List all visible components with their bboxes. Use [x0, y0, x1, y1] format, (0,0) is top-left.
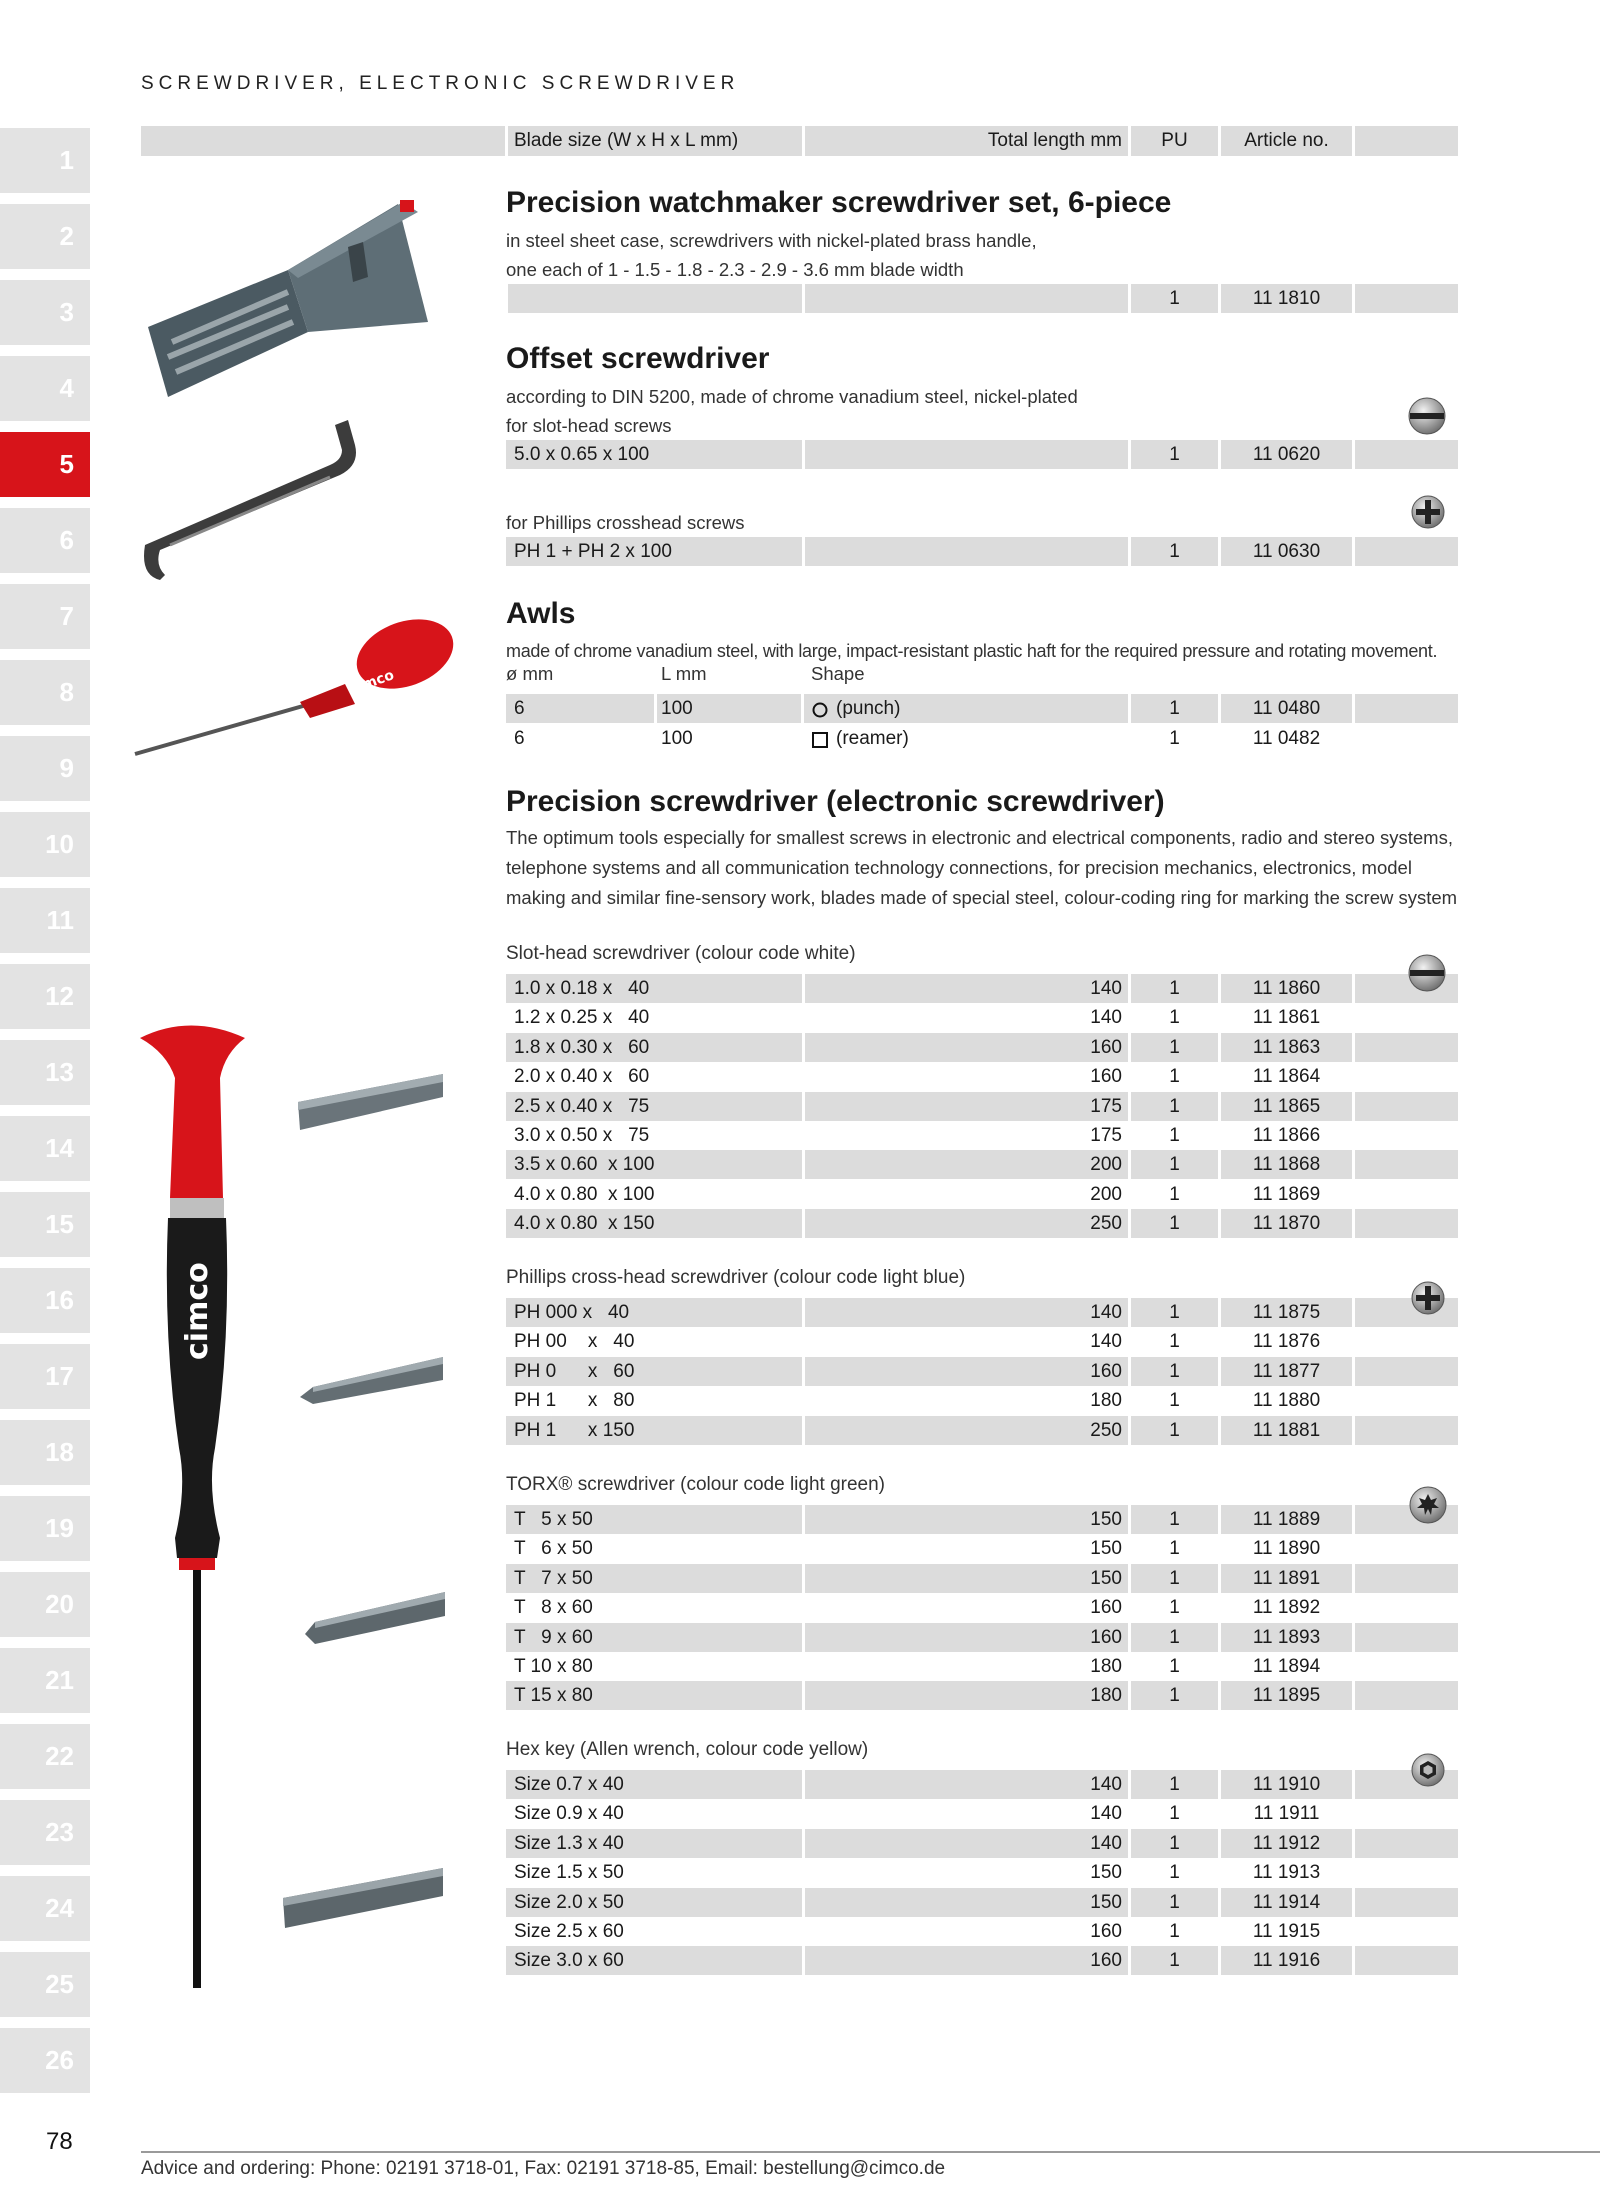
phillips-screw-icon [1410, 494, 1446, 530]
cell-pu: 1 [1169, 1036, 1180, 1058]
table-row [506, 1092, 1458, 1121]
cell-article: 11 1870 [1252, 1213, 1321, 1235]
slot-screw-icon-2 [1407, 953, 1447, 993]
chapter-tab-14[interactable]: 14 [0, 1116, 90, 1181]
group-label-3: Hex key (Allen wrench, colour code yellow) [506, 1739, 869, 1760]
circle-punch-icon [812, 702, 828, 718]
cell-length: 160 [1090, 1921, 1122, 1942]
table-row [506, 1298, 1458, 1327]
cell-size: T 9 x 60 [514, 1626, 593, 1648]
offset-article-2: 11 0630 [1252, 541, 1321, 562]
cell-length: 140 [1090, 1803, 1122, 1825]
colhead-end [1355, 126, 1458, 156]
offset-size-1: 5.0 x 0.65 x 100 [514, 444, 650, 465]
cell-size: Size 2.0 x 50 [514, 1891, 624, 1913]
table-row [506, 1121, 1458, 1150]
cell-article: 11 1877 [1252, 1360, 1321, 1382]
chapter-tab-18[interactable]: 18 [0, 1420, 90, 1485]
cell-pu: 1 [1169, 1656, 1180, 1677]
watchmaker-set-image [138, 182, 438, 412]
cell-pu: 1 [1169, 1509, 1180, 1530]
table-row [506, 1829, 1458, 1858]
torx-screw-icon [1408, 1485, 1448, 1525]
cell-length: 250 [1090, 1213, 1122, 1235]
awls-title: Awls [506, 597, 576, 630]
table-row [506, 974, 1458, 1003]
table-row [506, 1799, 1458, 1828]
cell-size: Size 2.5 x 60 [514, 1921, 624, 1942]
chapter-tab-12[interactable]: 12 [0, 964, 90, 1029]
cell-pu: 1 [1169, 1774, 1180, 1795]
chapter-tab-13[interactable]: 13 [0, 1040, 90, 1105]
awls-pu-2: 1 [1169, 728, 1180, 749]
cell-size: Size 1.5 x 50 [514, 1862, 624, 1884]
colhead-blade: Blade size (W x H x L mm) [508, 126, 802, 156]
cell-size: 2.0 x 0.40 x 60 [514, 1066, 650, 1088]
table-row [506, 1003, 1458, 1032]
chapter-tab-24[interactable]: 24 [0, 1876, 90, 1941]
cell-article: 11 1913 [1252, 1862, 1321, 1884]
cell-pu: 1 [1169, 1921, 1180, 1942]
table-row [506, 1505, 1458, 1534]
cell-size: 1.0 x 0.18 x 40 [514, 978, 650, 999]
cell-length: 200 [1090, 1154, 1122, 1176]
cell-size: PH 0 x 60 [514, 1360, 635, 1382]
set6-desc-2: one each of 1 - 1.5 - 1.8 - 2.3 - 2.9 - 3.6 mm blade width [506, 259, 964, 280]
awls-dia-2: 6 [514, 728, 525, 749]
offset-title: Offset screwdriver [506, 342, 770, 375]
table-row [506, 1150, 1458, 1179]
offset-size-2: PH 1 + PH 2 x 100 [514, 541, 672, 562]
cell-article: 11 1914 [1252, 1891, 1321, 1913]
precision-title: Precision screwdriver (electronic screwdriver) [506, 785, 1165, 818]
cell-article: 11 1876 [1252, 1331, 1321, 1353]
cell-length: 200 [1090, 1183, 1122, 1205]
cell-pu: 1 [1169, 1183, 1180, 1205]
cell-pu: 1 [1169, 1125, 1180, 1146]
cell-length: 160 [1090, 1066, 1122, 1088]
set6-desc-1: in steel sheet case, screwdrivers with nickel-plated brass handle, [506, 230, 1037, 251]
cell-article: 11 1892 [1252, 1597, 1321, 1619]
chapter-tabs [0, 128, 90, 2104]
awls-pu-1: 1 [1169, 698, 1180, 719]
table-row [506, 1534, 1458, 1563]
table-row [506, 1770, 1458, 1799]
table-row [506, 1917, 1458, 1946]
cell-length: 140 [1090, 1007, 1122, 1029]
cell-pu: 1 [1169, 978, 1180, 999]
chapter-tab-23[interactable]: 23 [0, 1800, 90, 1865]
cell-size: Size 0.9 x 40 [514, 1803, 624, 1825]
cell-article: 11 1880 [1252, 1390, 1321, 1412]
cell-article: 11 1912 [1252, 1832, 1321, 1854]
offset-screwdriver-image [130, 415, 370, 585]
cell-size: T 8 x 60 [514, 1597, 593, 1619]
cell-article: 11 1863 [1252, 1036, 1321, 1058]
cell-article: 11 1868 [1252, 1154, 1321, 1176]
cell-article: 11 1891 [1252, 1567, 1321, 1589]
cell-size: 1.2 x 0.25 x 40 [514, 1007, 650, 1029]
cell-size: T 6 x 50 [514, 1538, 593, 1560]
cell-article: 11 1890 [1252, 1538, 1321, 1560]
cell-length: 250 [1090, 1419, 1122, 1441]
cell-size: Size 3.0 x 60 [514, 1950, 624, 1972]
chapter-tab-16[interactable]: 16 [0, 1268, 90, 1333]
chapter-tab-7[interactable]: 7 [0, 584, 90, 649]
set6-title: Precision watchmaker screwdriver set, 6-piece [506, 186, 1172, 219]
awls-len-1: 100 [661, 698, 693, 719]
awls-shape-1: (punch) [836, 698, 901, 719]
group-label-2: TORX® screwdriver (colour code light green) [506, 1474, 886, 1495]
chapter-tab-20[interactable]: 20 [0, 1572, 90, 1637]
colhead-length: Total length mm [805, 126, 1128, 156]
cell-article: 11 1869 [1252, 1183, 1321, 1205]
chapter-tab-4[interactable]: 4 [0, 356, 90, 421]
cell-size: 4.0 x 0.80 x 100 [514, 1183, 655, 1205]
table-row [506, 1062, 1458, 1091]
cell-size: Size 1.3 x 40 [514, 1832, 624, 1854]
cell-length: 140 [1090, 1331, 1122, 1353]
cell-pu: 1 [1169, 1066, 1180, 1088]
table-row [506, 1946, 1458, 1975]
group-label-1: Phillips cross-head screwdriver (colour code light blue) [506, 1267, 966, 1288]
cell-size: T 5 x 50 [514, 1509, 593, 1530]
awls-row-2 [506, 724, 1458, 753]
cell-size: 2.5 x 0.40 x 75 [514, 1095, 650, 1117]
chapter-tab-19[interactable]: 19 [0, 1496, 90, 1561]
chapter-tab-2[interactable]: 2 [0, 204, 90, 269]
cell-length: 160 [1090, 1036, 1122, 1058]
cell-length: 140 [1090, 1774, 1122, 1795]
cell-pu: 1 [1169, 1803, 1180, 1825]
offset-pu-1: 1 [1169, 444, 1180, 465]
offset-desc-1: according to DIN 5200, made of chrome vanadium steel, nickel-plated [506, 386, 1078, 407]
cell-pu: 1 [1169, 1832, 1180, 1854]
table-row [506, 1327, 1458, 1356]
cell-pu: 1 [1169, 1213, 1180, 1235]
cell-length: 160 [1090, 1626, 1122, 1648]
cell-article: 11 1865 [1252, 1095, 1321, 1117]
cell-article: 11 1889 [1252, 1509, 1321, 1530]
cell-article: 11 1860 [1252, 978, 1321, 999]
awls-head-shape: Shape [811, 663, 865, 684]
hex-blade-image [283, 1858, 443, 1938]
cell-pu: 1 [1169, 1862, 1180, 1884]
table-row [506, 1033, 1458, 1062]
chapter-tab-5[interactable]: 5 [0, 432, 90, 497]
cell-pu: 1 [1169, 1154, 1180, 1176]
offset-desc-2: for slot-head screws [506, 415, 672, 436]
cell-length: 160 [1090, 1597, 1122, 1619]
awls-article-2: 11 0482 [1252, 728, 1321, 749]
cell-pu: 1 [1169, 1419, 1180, 1441]
colhead-article: Article no. [1221, 126, 1352, 156]
cell-length: 150 [1090, 1538, 1122, 1560]
cell-pu: 1 [1169, 1360, 1180, 1382]
table-row [506, 1593, 1458, 1622]
chapter-tab-10[interactable]: 10 [0, 812, 90, 877]
cell-size: T 7 x 50 [514, 1567, 593, 1589]
cell-size: T 15 x 80 [514, 1685, 593, 1707]
offset-row-1 [506, 440, 1458, 469]
torx-blade-image [305, 1584, 445, 1654]
set6-pu: 1 [1169, 288, 1180, 309]
cell-pu: 1 [1169, 1891, 1180, 1913]
cell-length: 140 [1090, 978, 1122, 999]
cell-pu: 1 [1169, 1626, 1180, 1648]
cell-length: 160 [1090, 1360, 1122, 1382]
table-row [506, 1888, 1458, 1917]
awls-article-1: 11 0480 [1252, 698, 1321, 719]
cell-article: 11 1916 [1252, 1950, 1321, 1972]
cell-size: PH 1 x 150 [514, 1419, 635, 1441]
hex-screw-icon [1410, 1752, 1446, 1788]
cell-article: 11 1866 [1252, 1125, 1321, 1146]
colhead-pu: PU [1131, 126, 1218, 156]
awls-head-dia: ø mm [506, 663, 554, 684]
group-label-0: Slot-head screwdriver (colour code white) [506, 943, 856, 964]
colhead-spacer [141, 126, 505, 156]
offset-article-1: 11 0620 [1252, 444, 1321, 465]
offset-sub-2: for Phillips crosshead screws [506, 512, 745, 533]
awls-desc: made of chrome vanadium steel, with large, impact-resistant plastic haft for the required pressure and rotating movement. [506, 641, 1438, 661]
chapter-tab-9[interactable]: 9 [0, 736, 90, 801]
cell-pu: 1 [1169, 1538, 1180, 1560]
cell-article: 11 1893 [1252, 1626, 1321, 1648]
cell-length: 180 [1090, 1685, 1122, 1707]
awls-shape-2: (reamer) [836, 728, 909, 749]
cell-size: 1.8 x 0.30 x 60 [514, 1036, 650, 1058]
cell-length: 180 [1090, 1390, 1122, 1412]
set6-row [506, 284, 1458, 313]
chapter-tab-22[interactable]: 22 [0, 1724, 90, 1789]
footer-divider [141, 2151, 1600, 2153]
table-row [506, 1652, 1458, 1681]
offset-pu-2: 1 [1169, 541, 1180, 562]
cell-size: PH 1 x 80 [514, 1390, 635, 1412]
table-row [506, 1858, 1458, 1887]
cell-pu: 1 [1169, 1597, 1180, 1619]
chapter-tab-3[interactable]: 3 [0, 280, 90, 345]
offset-row-2 [506, 537, 1458, 566]
awls-row-1 [506, 694, 1458, 723]
awl-image [130, 612, 460, 762]
cell-article: 11 1895 [1252, 1685, 1321, 1707]
cell-size: 3.0 x 0.50 x 75 [514, 1125, 650, 1146]
phillips-screw-icon-2 [1410, 1280, 1446, 1316]
precision-desc: The optimum tools especially for smallest screws in electronic and electrical components, radio and stereo systems, telephone systems and all communication technology connections, for precision mechanics, electronics, model making and similar fine-sensory work, blades made of special steel, colour-coding ring for marking the screw system [506, 827, 1458, 908]
cell-size: PH 000 x 40 [514, 1302, 630, 1323]
cell-length: 140 [1090, 1302, 1122, 1323]
chapter-tab-1[interactable]: 1 [0, 128, 90, 193]
table-row [506, 1416, 1458, 1445]
cell-pu: 1 [1169, 1950, 1180, 1972]
cell-length: 160 [1090, 1950, 1122, 1972]
table-row [506, 1357, 1458, 1386]
table-row [506, 1209, 1458, 1238]
cell-length: 150 [1090, 1862, 1122, 1884]
cell-article: 11 1875 [1252, 1302, 1321, 1323]
cell-article: 11 1864 [1252, 1066, 1321, 1088]
phillips-blade-image [298, 1342, 443, 1412]
page-number: 78 [46, 2128, 73, 2155]
cell-article: 11 1894 [1252, 1656, 1321, 1677]
cell-size: PH 00 x 40 [514, 1331, 635, 1353]
cell-length: 175 [1090, 1095, 1122, 1117]
table-row [506, 1681, 1458, 1710]
cell-article: 11 1915 [1252, 1921, 1321, 1942]
awls-len-2: 100 [661, 728, 693, 749]
cell-size: 4.0 x 0.80 x 150 [514, 1213, 655, 1235]
cell-size: 3.5 x 0.60 x 100 [514, 1154, 655, 1176]
cell-pu: 1 [1169, 1302, 1180, 1323]
cell-length: 180 [1090, 1656, 1122, 1677]
cell-pu: 1 [1169, 1331, 1180, 1353]
cell-size: Size 0.7 x 40 [514, 1774, 624, 1795]
awl-logo: cimco [347, 667, 397, 698]
chapter-tab-17[interactable]: 17 [0, 1344, 90, 1409]
cell-pu: 1 [1169, 1007, 1180, 1029]
brand-logo: cimco [180, 1262, 215, 1360]
cell-article: 11 1881 [1252, 1419, 1321, 1441]
chapter-tab-25[interactable]: 25 [0, 1952, 90, 2017]
cell-length: 150 [1090, 1509, 1122, 1530]
chapter-tab-26[interactable]: 26 [0, 2028, 90, 2093]
footer-contact: Advice and ordering: Phone: 02191 3718-01, Fax: 02191 3718-85, Email: bestellung@cimco.de [141, 2158, 946, 2179]
set6-article: 11 1810 [1252, 288, 1321, 309]
chapter-tab-21[interactable]: 21 [0, 1648, 90, 1713]
cell-length: 150 [1090, 1891, 1122, 1913]
cell-length: 150 [1090, 1567, 1122, 1589]
cell-article: 11 1911 [1253, 1803, 1320, 1825]
table-row [506, 1564, 1458, 1593]
square-reamer-icon [812, 732, 828, 748]
table-row [506, 1386, 1458, 1415]
section-header: SCREWDRIVER, ELECTRONIC SCREWDRIVER [141, 73, 740, 94]
slot-screw-icon [1407, 396, 1447, 436]
table-row [506, 1180, 1458, 1209]
cell-pu: 1 [1169, 1095, 1180, 1117]
cell-length: 140 [1090, 1832, 1122, 1854]
chapter-tab-11[interactable]: 11 [0, 888, 90, 953]
awls-dia-1: 6 [514, 698, 525, 719]
precision-screwdriver-image [135, 1018, 265, 1988]
cell-article: 11 1910 [1252, 1774, 1321, 1795]
chapter-tab-6[interactable]: 6 [0, 508, 90, 573]
cell-length: 175 [1090, 1125, 1122, 1146]
cell-pu: 1 [1169, 1685, 1180, 1707]
chapter-tab-15[interactable]: 15 [0, 1192, 90, 1257]
awls-head-len: L mm [661, 663, 707, 684]
slot-blade-image [298, 1062, 443, 1132]
cell-pu: 1 [1169, 1390, 1180, 1412]
chapter-tab-8[interactable]: 8 [0, 660, 90, 725]
cell-size: T 10 x 80 [514, 1656, 593, 1677]
cell-pu: 1 [1169, 1567, 1180, 1589]
cell-article: 11 1861 [1252, 1007, 1321, 1029]
table-row [506, 1623, 1458, 1652]
